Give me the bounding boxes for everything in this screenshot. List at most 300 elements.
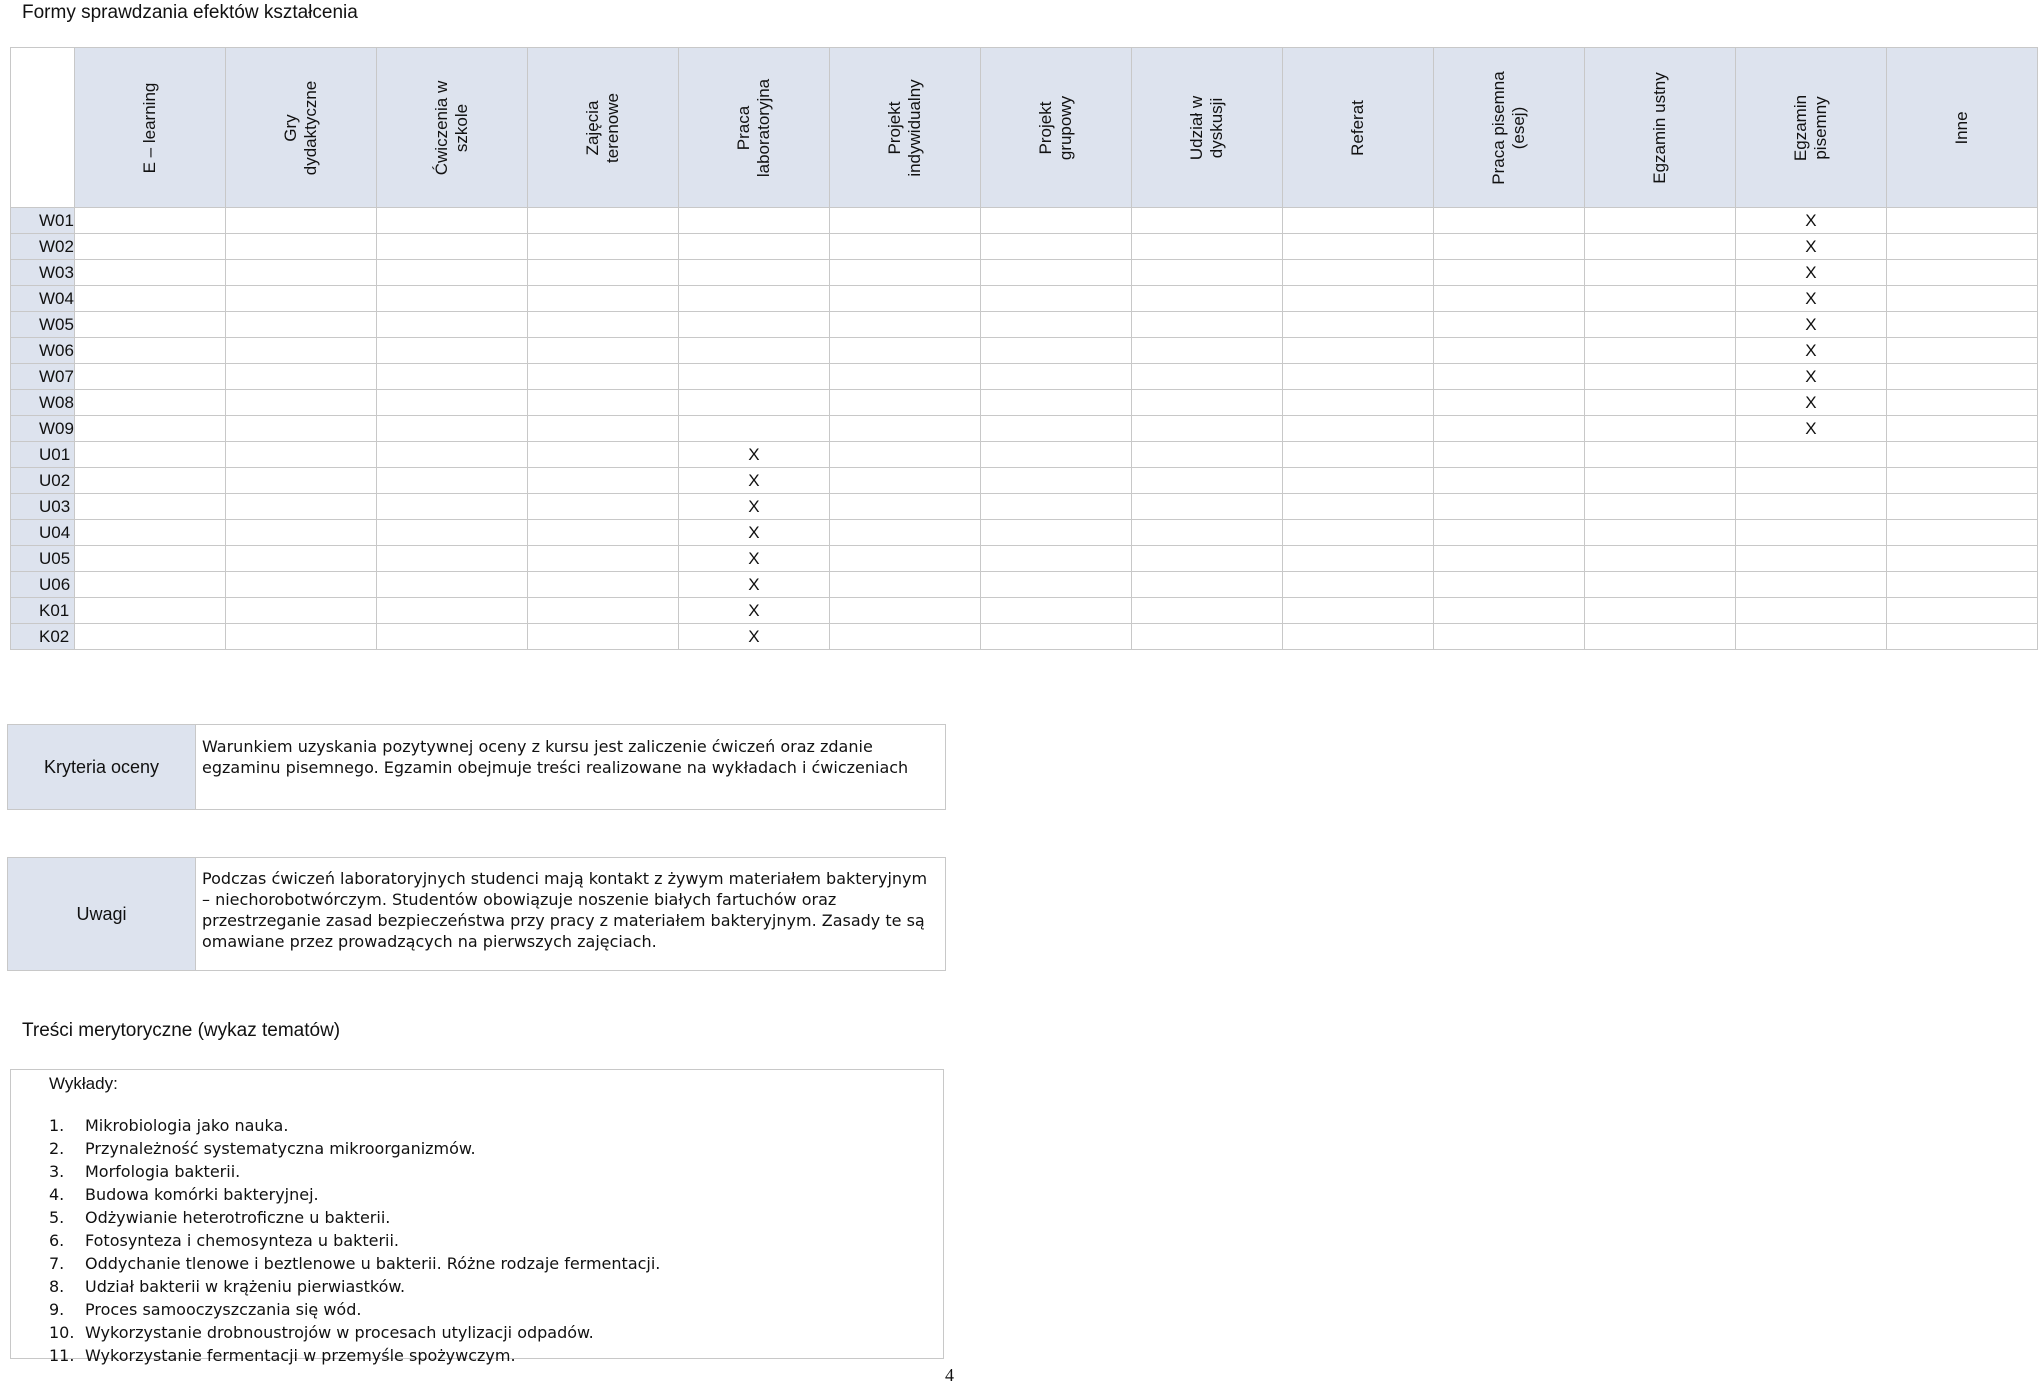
table-row xyxy=(11,624,2038,650)
list-item-text: Budowa komórki bakteryjnej. xyxy=(85,1185,319,1204)
table-cell xyxy=(225,260,376,286)
table-cell xyxy=(74,572,225,598)
table-cell xyxy=(74,338,225,364)
table-cell xyxy=(527,520,678,546)
table-cell xyxy=(527,494,678,520)
table-cell xyxy=(1131,260,1282,286)
table-cell xyxy=(1584,208,1735,234)
table-cell xyxy=(376,208,527,234)
table-cell: X xyxy=(1735,416,1886,442)
table-cell xyxy=(74,520,225,546)
table-cell xyxy=(1282,442,1433,468)
table-cell xyxy=(1886,598,2037,624)
table-cell xyxy=(1282,494,1433,520)
table-cell xyxy=(678,338,829,364)
column-header-label: Inne xyxy=(1951,110,1971,145)
table-cell xyxy=(1282,338,1433,364)
table-cell: X xyxy=(678,494,829,520)
table-cell xyxy=(829,546,980,572)
table-row xyxy=(11,468,2038,494)
list-item xyxy=(49,1160,660,1183)
table-cell xyxy=(1131,364,1282,390)
table-cell xyxy=(376,416,527,442)
criteria-text: Warunkiem uzyskania pozytywnej oceny z kursu jest zaliczenie ćwiczeń oraz zdanie egzaminu pisemnego. Egzamin obejmuje treści realizowane na wykładach i ćwiczeniach xyxy=(202,737,909,777)
table-row xyxy=(11,520,2038,546)
table-cell xyxy=(1886,624,2037,650)
table-cell xyxy=(225,364,376,390)
table-row xyxy=(11,312,2038,338)
table-cell xyxy=(1282,546,1433,572)
table-row xyxy=(11,208,2038,234)
table-cell xyxy=(1886,520,2037,546)
table-cell xyxy=(1131,312,1282,338)
row-label: K02 xyxy=(11,624,75,650)
table-cell xyxy=(980,624,1131,650)
table-cell xyxy=(1584,364,1735,390)
table-header-row xyxy=(11,48,2038,208)
table-cell xyxy=(829,598,980,624)
column-header xyxy=(980,48,1131,208)
table-cell xyxy=(376,572,527,598)
table-cell xyxy=(1584,338,1735,364)
table-cell xyxy=(225,520,376,546)
assessment-table xyxy=(10,47,2038,650)
page-number: 4 xyxy=(945,1365,954,1385)
table-cell xyxy=(527,208,678,234)
table-cell xyxy=(1584,546,1735,572)
table-cell xyxy=(1433,234,1584,260)
column-header xyxy=(1131,48,1282,208)
list-item-number: 8. xyxy=(49,1277,65,1296)
table-cell xyxy=(527,572,678,598)
table-cell xyxy=(1433,312,1584,338)
column-header xyxy=(1433,48,1584,208)
table-cell xyxy=(1735,520,1886,546)
table-cell xyxy=(1433,390,1584,416)
table-cell xyxy=(376,390,527,416)
table-cell xyxy=(1131,286,1282,312)
list-item xyxy=(49,1344,660,1367)
table-cell xyxy=(1131,338,1282,364)
row-label: W08 xyxy=(11,390,75,416)
lectures-subtitle: Wykłady: xyxy=(49,1074,118,1093)
table-cell xyxy=(74,546,225,572)
table-cell xyxy=(1886,442,2037,468)
row-label: U03 xyxy=(11,494,75,520)
table-row xyxy=(11,546,2038,572)
table-cell xyxy=(527,390,678,416)
column-header-label: Gry dydaktyczne xyxy=(280,80,320,175)
table-cell xyxy=(829,416,980,442)
list-item-number: 4. xyxy=(49,1185,65,1204)
row-label: W05 xyxy=(11,312,75,338)
table-cell xyxy=(225,416,376,442)
table-cell xyxy=(1735,442,1886,468)
table-cell xyxy=(678,416,829,442)
table-corner-cell xyxy=(11,48,75,208)
table-cell xyxy=(74,364,225,390)
table-cell: X xyxy=(1735,260,1886,286)
list-item-text: Wykorzystanie fermentacji w przemyśle spożywczym. xyxy=(85,1346,516,1365)
table-cell: X xyxy=(678,468,829,494)
table-cell xyxy=(1433,572,1584,598)
notes-label: Uwagi xyxy=(8,858,196,970)
column-header xyxy=(678,48,829,208)
table-cell xyxy=(376,520,527,546)
column-header xyxy=(376,48,527,208)
row-label: U02 xyxy=(11,468,75,494)
table-cell xyxy=(527,364,678,390)
table-cell xyxy=(829,260,980,286)
table-cell xyxy=(376,546,527,572)
table-cell xyxy=(1282,234,1433,260)
column-header xyxy=(527,48,678,208)
table-cell xyxy=(829,624,980,650)
table-cell xyxy=(376,338,527,364)
lectures-box xyxy=(10,1069,944,1365)
table-cell xyxy=(527,546,678,572)
table-cell xyxy=(829,286,980,312)
table-cell xyxy=(1433,416,1584,442)
table-cell xyxy=(225,598,376,624)
table-cell xyxy=(829,234,980,260)
content-title: Treści merytoryczne (wykaz tematów) xyxy=(22,1020,341,1041)
list-item xyxy=(49,1252,660,1275)
table-cell xyxy=(1131,572,1282,598)
table-cell xyxy=(1131,624,1282,650)
table-cell xyxy=(1584,260,1735,286)
list-item-number: 9. xyxy=(49,1300,65,1319)
table-cell xyxy=(1282,260,1433,286)
column-header-label: E – learning xyxy=(139,82,159,173)
table-row xyxy=(11,286,2038,312)
table-cell xyxy=(829,364,980,390)
list-item xyxy=(49,1183,660,1206)
table-cell xyxy=(527,260,678,286)
list-item-number: 6. xyxy=(49,1231,65,1250)
column-header-label: Praca laboratoryjna xyxy=(733,78,773,177)
row-label: K01 xyxy=(11,598,75,624)
table-cell xyxy=(225,468,376,494)
list-item xyxy=(49,1298,660,1321)
table-cell: X xyxy=(1735,390,1886,416)
table-cell xyxy=(829,208,980,234)
table-cell xyxy=(678,286,829,312)
table-cell xyxy=(829,468,980,494)
table-cell xyxy=(1735,468,1886,494)
table-cell xyxy=(225,494,376,520)
table-cell: X xyxy=(678,546,829,572)
table-cell xyxy=(980,572,1131,598)
column-header xyxy=(1735,48,1886,208)
table-cell xyxy=(1282,390,1433,416)
table-cell xyxy=(376,468,527,494)
table-cell xyxy=(376,494,527,520)
table-cell xyxy=(1131,390,1282,416)
table-cell xyxy=(1886,208,2037,234)
table-cell xyxy=(829,520,980,546)
table-cell xyxy=(1131,442,1282,468)
table-cell xyxy=(1886,286,2037,312)
table-cell xyxy=(1282,312,1433,338)
table-cell xyxy=(980,286,1131,312)
table-cell xyxy=(1131,520,1282,546)
table-row xyxy=(11,572,2038,598)
table-cell xyxy=(1433,624,1584,650)
table-cell xyxy=(225,546,376,572)
list-item-text: Przynależność systematyczna mikroorganizmów. xyxy=(85,1139,476,1158)
column-header-label: Referat xyxy=(1347,99,1367,156)
table-cell xyxy=(1584,494,1735,520)
list-item-text: Udział bakterii w krążeniu pierwiastków. xyxy=(85,1277,406,1296)
table-cell xyxy=(1282,416,1433,442)
list-item-text: Proces samooczyszczania się wód. xyxy=(85,1300,362,1319)
list-item xyxy=(49,1206,660,1229)
list-item xyxy=(49,1137,660,1160)
table-cell xyxy=(376,260,527,286)
table-cell xyxy=(1584,286,1735,312)
table-cell xyxy=(980,468,1131,494)
table-cell xyxy=(527,598,678,624)
table-cell xyxy=(1433,442,1584,468)
table-cell xyxy=(527,624,678,650)
row-label: U01 xyxy=(11,442,75,468)
list-item-number: 7. xyxy=(49,1254,65,1273)
table-cell xyxy=(980,312,1131,338)
table-cell xyxy=(1584,598,1735,624)
table-cell xyxy=(376,312,527,338)
table-cell xyxy=(1282,286,1433,312)
table-row xyxy=(11,260,2038,286)
table-cell xyxy=(527,286,678,312)
table-cell: X xyxy=(1735,312,1886,338)
table-cell xyxy=(1433,208,1584,234)
table-cell xyxy=(829,494,980,520)
list-item xyxy=(49,1229,660,1252)
table-cell xyxy=(980,416,1131,442)
list-item-text: Odżywianie heterotroficzne u bakterii. xyxy=(85,1208,391,1227)
table-cell xyxy=(1886,390,2037,416)
table-cell xyxy=(376,624,527,650)
column-header-label: Udział w dyskusji xyxy=(1186,95,1226,160)
table-cell xyxy=(1433,338,1584,364)
column-header-label: Zajęcia terenowe xyxy=(582,92,622,163)
table-cell xyxy=(1282,572,1433,598)
table-row xyxy=(11,338,2038,364)
list-item-number: 5. xyxy=(49,1208,65,1227)
table-cell xyxy=(74,598,225,624)
table-cell xyxy=(829,390,980,416)
table-cell xyxy=(1886,338,2037,364)
table-cell xyxy=(1282,364,1433,390)
table-cell xyxy=(980,234,1131,260)
table-cell xyxy=(1886,572,2037,598)
table-cell xyxy=(1886,546,2037,572)
table-cell xyxy=(1131,598,1282,624)
table-cell: X xyxy=(1735,364,1886,390)
table-cell xyxy=(1584,390,1735,416)
table-cell xyxy=(1433,546,1584,572)
table-cell xyxy=(1886,494,2037,520)
row-label: W09 xyxy=(11,416,75,442)
table-cell xyxy=(225,442,376,468)
table-body xyxy=(11,208,2038,650)
topic-list xyxy=(49,1114,660,1367)
table-cell xyxy=(1735,624,1886,650)
table-cell xyxy=(980,494,1131,520)
row-label: W03 xyxy=(11,260,75,286)
table-cell xyxy=(225,312,376,338)
table-cell xyxy=(74,468,225,494)
row-label: W06 xyxy=(11,338,75,364)
column-header-label: Egzamin ustny xyxy=(1649,71,1669,184)
table-cell xyxy=(74,416,225,442)
row-label: W07 xyxy=(11,364,75,390)
table-cell xyxy=(1735,572,1886,598)
table-cell: X xyxy=(1735,338,1886,364)
table-cell xyxy=(829,572,980,598)
table-cell xyxy=(1886,260,2037,286)
list-item-text: Mikrobiologia jako nauka. xyxy=(85,1116,289,1135)
table-cell xyxy=(225,624,376,650)
table-cell xyxy=(1886,234,2037,260)
table-cell xyxy=(980,520,1131,546)
table-cell xyxy=(980,546,1131,572)
table-row xyxy=(11,416,2038,442)
table-cell xyxy=(225,390,376,416)
list-item-number: 3. xyxy=(49,1162,65,1181)
table-cell xyxy=(225,286,376,312)
table-cell xyxy=(1433,286,1584,312)
table-cell xyxy=(74,624,225,650)
table-cell xyxy=(1886,312,2037,338)
notes-text: Podczas ćwiczeń laboratoryjnych studenci mają kontakt z żywym materiałem bakteryjnym – niechorobotwórczym. Studentów obowiązuje noszenie białych fartuchów oraz przestrzeganie zasad bezpieczeństwa przy pracy z materiałem bakteryjnym. Zasady te są omawiane przez prowadzących na pierwszych zajęciach. xyxy=(202,869,928,951)
table-cell xyxy=(980,364,1131,390)
table-row xyxy=(11,234,2038,260)
table-cell xyxy=(1131,234,1282,260)
column-header-label: Praca pisemna (esej) xyxy=(1488,70,1528,185)
table-cell xyxy=(1433,598,1584,624)
table-cell xyxy=(74,234,225,260)
table-cell xyxy=(1282,624,1433,650)
table-cell: X xyxy=(678,442,829,468)
table-cell xyxy=(74,208,225,234)
list-item xyxy=(49,1114,660,1137)
table-cell xyxy=(1433,520,1584,546)
table-cell xyxy=(225,208,376,234)
table-row xyxy=(11,442,2038,468)
table-row xyxy=(11,494,2038,520)
table-cell xyxy=(980,338,1131,364)
list-item xyxy=(49,1321,660,1344)
table-cell xyxy=(1131,208,1282,234)
row-label: W01 xyxy=(11,208,75,234)
column-header xyxy=(74,48,225,208)
table-cell xyxy=(74,494,225,520)
table-cell xyxy=(1584,520,1735,546)
table-cell xyxy=(980,260,1131,286)
list-item-text: Fotosynteza i chemosynteza u bakterii. xyxy=(85,1231,399,1250)
table-cell xyxy=(225,234,376,260)
page-title: Formy sprawdzania efektów kształcenia xyxy=(22,2,358,23)
table-cell xyxy=(527,442,678,468)
table-cell xyxy=(1131,494,1282,520)
table-cell xyxy=(829,442,980,468)
table-cell: X xyxy=(1735,234,1886,260)
table-cell xyxy=(1433,494,1584,520)
table-cell xyxy=(678,312,829,338)
row-label: U06 xyxy=(11,572,75,598)
column-header xyxy=(829,48,980,208)
list-item-text: Oddychanie tlenowe i beztlenowe u bakterii. Różne rodzaje fermentacji. xyxy=(85,1254,661,1273)
notes-box xyxy=(7,857,946,971)
table-cell xyxy=(1886,468,2037,494)
table-cell xyxy=(74,286,225,312)
table-cell xyxy=(527,416,678,442)
row-label: U05 xyxy=(11,546,75,572)
table-cell xyxy=(1584,312,1735,338)
table-cell xyxy=(829,312,980,338)
table-cell xyxy=(527,468,678,494)
table-cell xyxy=(376,286,527,312)
table-cell: X xyxy=(1735,208,1886,234)
column-header-label: Egzamin pisemny xyxy=(1790,94,1830,161)
table-cell xyxy=(1433,260,1584,286)
table-cell xyxy=(74,390,225,416)
table-row xyxy=(11,364,2038,390)
table-cell xyxy=(527,234,678,260)
table-cell xyxy=(678,364,829,390)
column-header xyxy=(1282,48,1433,208)
table-cell xyxy=(1282,598,1433,624)
table-cell xyxy=(1584,442,1735,468)
table-row xyxy=(11,598,2038,624)
table-cell xyxy=(1584,572,1735,598)
column-header xyxy=(1584,48,1735,208)
table-cell xyxy=(1584,624,1735,650)
table-cell xyxy=(376,442,527,468)
table-cell xyxy=(376,234,527,260)
list-item-text: Morfologia bakterii. xyxy=(85,1162,241,1181)
table-cell xyxy=(74,442,225,468)
list-item-number: 10. xyxy=(49,1323,75,1342)
table-cell xyxy=(1433,468,1584,494)
table-cell xyxy=(980,598,1131,624)
table-cell xyxy=(1282,468,1433,494)
criteria-box xyxy=(7,724,946,810)
table-cell xyxy=(74,312,225,338)
table-row xyxy=(11,390,2038,416)
table-cell xyxy=(678,208,829,234)
table-cell xyxy=(1584,416,1735,442)
table-cell xyxy=(1584,234,1735,260)
column-header xyxy=(1886,48,2037,208)
table-cell: X xyxy=(678,520,829,546)
table-cell xyxy=(1433,364,1584,390)
list-item-number: 2. xyxy=(49,1139,65,1158)
table-cell xyxy=(225,572,376,598)
table-cell xyxy=(1282,520,1433,546)
table-cell xyxy=(1735,598,1886,624)
table-cell xyxy=(225,338,376,364)
table-cell xyxy=(1131,468,1282,494)
table-cell xyxy=(829,338,980,364)
table-cell: X xyxy=(678,624,829,650)
row-label: U04 xyxy=(11,520,75,546)
table-cell xyxy=(376,364,527,390)
table-cell xyxy=(678,390,829,416)
table-cell xyxy=(376,598,527,624)
